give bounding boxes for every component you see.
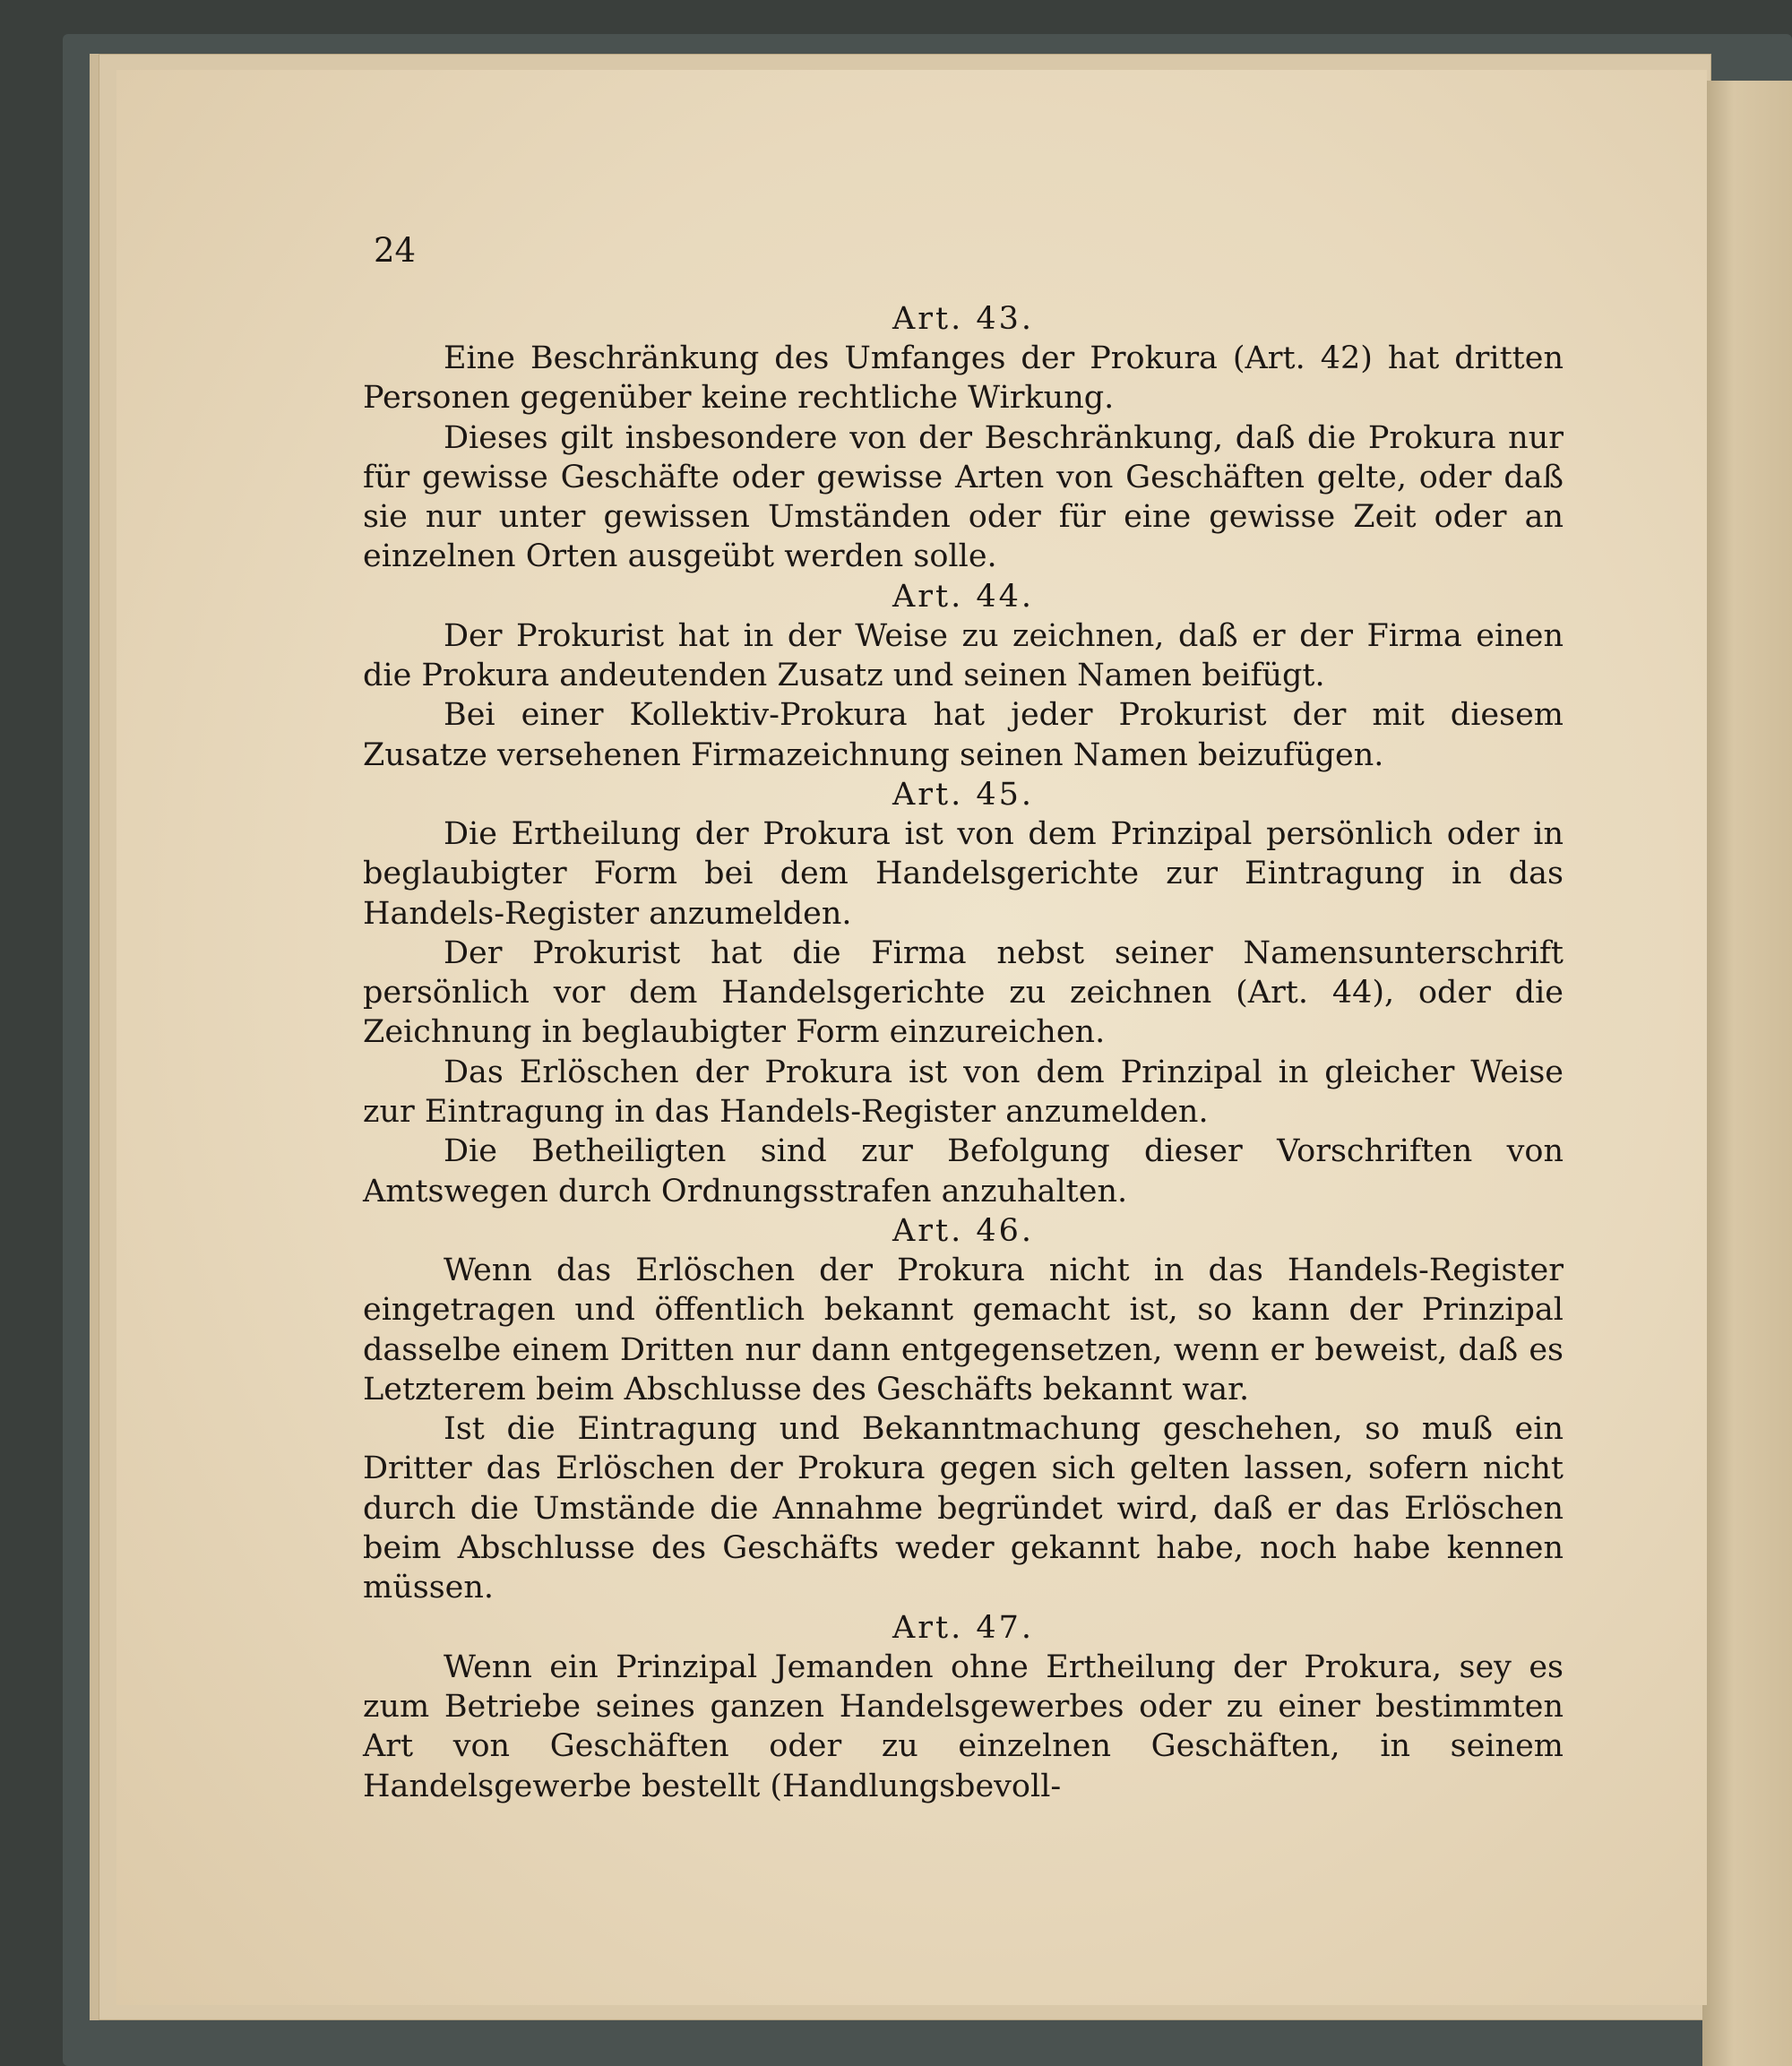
article-paragraph: Die Ertheilung der Prokura ist von dem Prinzipal persönlich oder in beglaubigter Form bei dem Handelsgerichte zur Eintragung in das Handels-Register anzumelden. bbox=[363, 815, 1564, 932]
page-text bbox=[363, 228, 1564, 1806]
article-paragraph: Der Prokurist hat in der Weise zu zeichnen, daß er der Firma einen die Prokura andeutenden Zusatz und seinen Namen beifügt. bbox=[363, 617, 1564, 694]
page-number: 24 bbox=[374, 231, 417, 270]
article-paragraph: Wenn das Erlöschen der Prokura nicht in das Handels-Register eingetragen und öffentlich bekannt gemacht ist, so kann der Prinzipal dasselbe einem Dritten nur dann entgegensetzen, wenn er beweist, daß es Letzterem beim Abschlusse des Geschäfts bekannt war. bbox=[363, 1252, 1564, 1407]
article-paragraph: Das Erlöschen der Prokura ist von dem Prinzipal in gleicher Weise zur Eintragung in das Handels-Register anzumelden. bbox=[363, 1054, 1564, 1131]
article-paragraph: Wenn ein Prinzipal Jemanden ohne Ertheilung der Prokura, sey es zum Betriebe seines ganzen Handelsgewerbes oder zu einer bestimmten Art von Geschäften oder zu einzelnen Geschäften, in seinem Handelsgewerbe bestellt (Handlungsbevoll- bbox=[363, 1648, 1564, 1804]
article-paragraph: Ist die Eintragung und Bekanntmachung geschehen, so muß ein Dritter das Erlöschen der Prokura gegen sich gelten lassen, sofern nicht durch die Umstände die Annahme begründet wird, daß er das Erlöschen beim Abschlusse des Geschäfts weder gekannt habe, noch habe kennen müssen. bbox=[363, 1411, 1564, 1606]
article-heading: Art. 45. bbox=[892, 776, 1034, 813]
article-paragraph: Eine Beschränkung des Umfanges der Prokura (Art. 42) hat dritten Personen gegenüber keine rechtliche Wirkung. bbox=[363, 340, 1564, 417]
article-heading: Art. 46. bbox=[892, 1212, 1034, 1249]
facing-page-edge bbox=[1702, 81, 1792, 2066]
article-heading: Art. 47. bbox=[892, 1609, 1034, 1646]
article-heading: Art. 43. bbox=[892, 301, 1034, 337]
article-heading: Art. 44. bbox=[892, 578, 1034, 615]
article-paragraph: Der Prokurist hat die Firma nebst seiner Namensunterschrift persönlich vor dem Handelsgerichte zu zeichnen (Art. 44), oder die Zeichnung in beglaubigter Form einzureichen. bbox=[363, 934, 1564, 1051]
article-paragraph: Die Betheiligten sind zur Befolgung dieser Vorschriften von Amtswegen durch Ordnungsstrafen anzuhalten. bbox=[363, 1133, 1564, 1209]
article-paragraph: Dieses gilt insbesondere von der Beschränkung, daß die Prokura nur für gewisse Geschäfte oder gewisse Arten von Geschäften gelte, oder daß sie nur unter gewissen Umständen oder für eine gewisse Zeit oder an einzelnen Orten ausgeübt werden solle. bbox=[363, 419, 1564, 575]
article-paragraph: Bei einer Kollektiv-Prokura hat jeder Prokurist der mit diesem Zusatze versehenen Firmazeichnung seinen Namen beizufügen. bbox=[363, 697, 1564, 773]
